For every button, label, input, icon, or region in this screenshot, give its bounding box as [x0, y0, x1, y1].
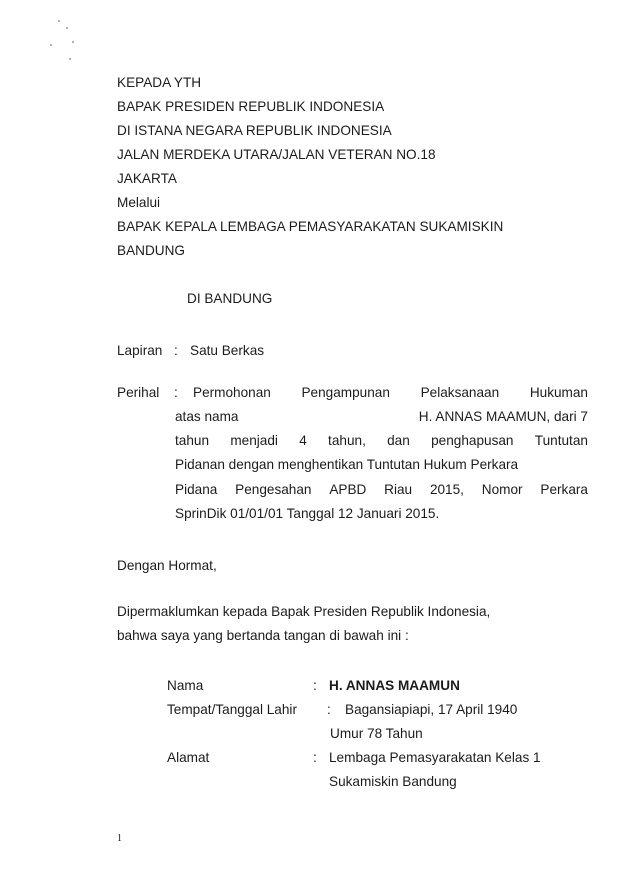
nama-value: H. ANNAS MAAMUN: [329, 678, 460, 693]
scan-speck: [66, 27, 68, 29]
lampiran-value: Satu Berkas: [190, 343, 265, 358]
ttl-label: Tempat/Tanggal Lahir: [167, 702, 297, 717]
alamat-value: Sukamiskin Bandung: [329, 774, 457, 789]
lampiran-label: Lapiran: [117, 343, 163, 358]
perihal-word: tahun,: [328, 433, 366, 449]
perihal-word: H. ANNAS MAAMUN, dari 7: [418, 409, 588, 424]
alamat-value: Lembaga Pemasyarakatan Kelas 1: [329, 750, 541, 765]
perihal-word: Tuntutan: [534, 433, 588, 449]
perihal-line: [175, 408, 588, 432]
perihal-word: 4: [299, 433, 307, 449]
perihal-word: Pelaksanaan: [420, 385, 500, 400]
address-line: BAPAK KEPALA LEMBAGA PEMASYARAKATAN SUKAMISKIN: [117, 219, 504, 234]
greeting: Dengan Hormat,: [117, 558, 217, 573]
scan-speck: [72, 41, 74, 43]
perihal-colon: :: [174, 385, 178, 400]
perihal-word: Pengampunan: [301, 385, 390, 400]
nama-colon: :: [313, 678, 317, 693]
intro-line: bahwa saya yang bertanda tangan di bawah ini :: [117, 628, 409, 643]
perihal-word: penghapusan: [431, 433, 514, 449]
perihal-word: dan: [387, 433, 410, 449]
address-via: Melalui: [117, 195, 161, 210]
perihal-word: Pidana: [175, 481, 218, 497]
perihal-word: Riau: [384, 481, 413, 497]
umur-value: Umur 78 Tahun: [330, 726, 423, 741]
perihal-line: [175, 481, 588, 505]
perihal-word: tahun: [175, 433, 210, 449]
perihal-word: Permohonan: [193, 385, 271, 400]
address-line: BAPAK PRESIDEN REPUBLIK INDONESIA: [117, 99, 385, 114]
perihal-word: 2015,: [429, 481, 464, 497]
perihal-line: [193, 384, 588, 408]
nama-label: Nama: [167, 678, 204, 693]
intro-line: Dipermaklumkan kepada Bapak Presiden Republik Indonesia,: [117, 604, 491, 619]
perihal-word: Nomor: [481, 481, 523, 497]
perihal-word: menjadi: [230, 433, 278, 449]
scan-speck: [58, 20, 60, 22]
scan-speck: [69, 58, 71, 60]
perihal-word: APBD: [329, 481, 367, 497]
scan-speck: [50, 44, 52, 46]
perihal-word: Pengesahan: [235, 481, 312, 497]
perihal-word: Pidanan dengan menghentikan Tuntutan Hukum Perkara: [175, 457, 519, 473]
address-line: BANDUNG: [117, 243, 185, 258]
perihal-word: Hukuman: [529, 385, 588, 400]
perihal-word: atas nama: [175, 409, 239, 424]
address-line: JAKARTA: [117, 171, 177, 186]
perihal-label: Perihal: [117, 385, 160, 400]
address-line: KEPADA YTH: [117, 75, 202, 90]
address-line: DI ISTANA NEGARA REPUBLIK INDONESIA: [117, 123, 392, 138]
perihal-text: [193, 384, 588, 408]
perihal-word: Perkara: [540, 481, 588, 497]
address-line: JALAN MERDEKA UTARA/JALAN VETERAN NO.18: [117, 147, 436, 162]
perihal-line: [175, 505, 588, 529]
address-place: DI BANDUNG: [187, 291, 273, 306]
ttl-value: Bagansiapiapi, 17 April 1940: [345, 702, 518, 717]
perihal-line: [175, 456, 588, 480]
lampiran-colon: :: [174, 343, 178, 358]
alamat-colon: :: [313, 750, 317, 765]
perihal-word: SprinDik 01/01/01 Tanggal 12 Januari 2015.: [175, 505, 440, 521]
perihal-line: [175, 432, 588, 456]
page-number: 1: [117, 833, 122, 844]
alamat-label: Alamat: [167, 750, 210, 765]
ttl-colon: :: [327, 702, 331, 717]
perihal-text: [175, 408, 588, 529]
